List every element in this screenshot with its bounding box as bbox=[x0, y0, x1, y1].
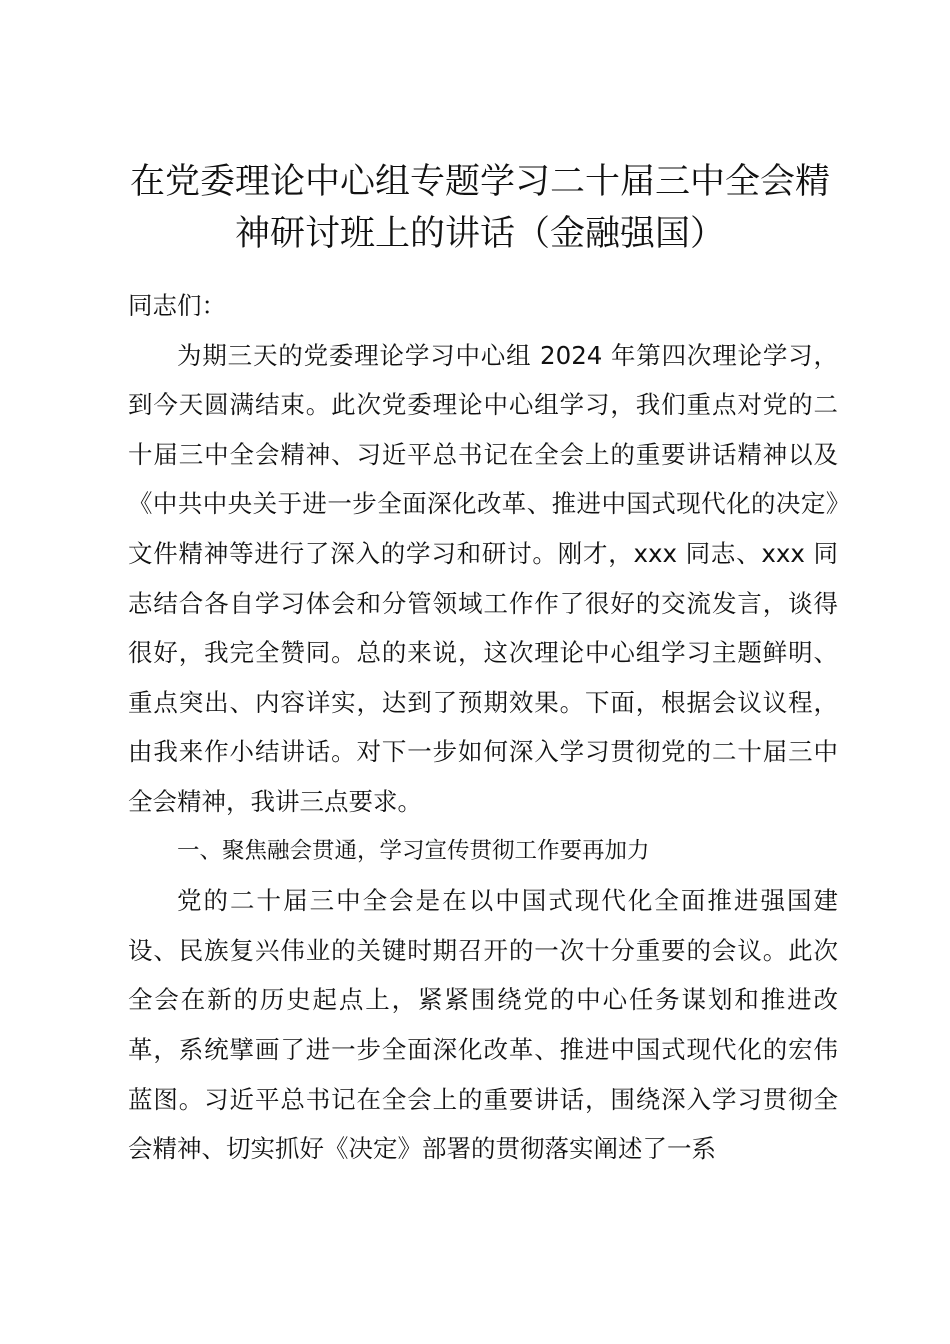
paragraph-1: 为期三天的党委理论学习中心组 2024 年第四次理论学习，到今天圆满结束。此次党委理论中心组学习，我们重点对党的二十届三中全会精神、习近平总书记在全会上的重要讲话精神以及《中共中央关于进一步全面深化改革、推进中国式现代化的决定》文件精神等进行了深入的学习和研讨。刚才，xxx 同志、xxx 同志结合各自学习体会和分管领域工作作了很好的交流发言，谈得很好，我完全赞同。总的来说，这次理论中心组学习主题鲜明、重点突出、内容详实，达到了预期效果。下面，根据会议议程，由我来作小结讲话。对下一步如何深入学习贯彻党的二十届三中全会精神，我讲三点要求。 bbox=[128, 340, 838, 816]
salutation: 同志们： bbox=[128, 291, 226, 320]
title-line-1: 在党委理论中心组专题学习二十届三中全会精 bbox=[129, 162, 830, 202]
section-heading-1: 一、聚焦融会贯通，学习宣传贯彻工作要再加力 bbox=[177, 837, 650, 864]
title-line-2: 神研讨班上的讲话（金融强国） bbox=[234, 214, 725, 254]
document-title bbox=[110, 156, 850, 260]
document-body bbox=[128, 281, 838, 1174]
paragraph-2: 党的二十届三中全会是在以中国式现代化全面推进强国建设、民族复兴伟业的关键时期召开的一次十分重要的会议。此次全会在新的历史起点上，紧紧围绕党的中心任务谋划和推进改革，系统擘画了进一步全面深化改革、推进中国式现代化的宏伟蓝图。习近平总书记在全会上的重要讲话，围绕深入学习贯彻全会精神、切实抓好《决定》部署的贯彻落实阐述了一系 bbox=[128, 886, 838, 1164]
